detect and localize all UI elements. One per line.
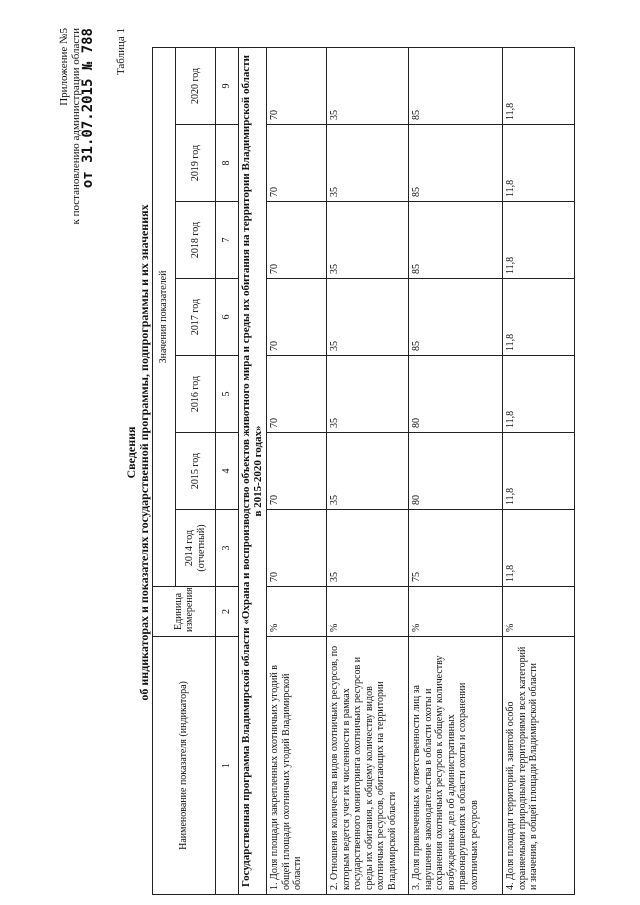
indicator-value: 35 — [327, 125, 409, 202]
header-year: 2014 год (отчетный) — [176, 510, 216, 587]
table-label: Таблица 1 — [115, 28, 127, 76]
column-number: 6 — [216, 279, 239, 356]
column-number: 8 — [216, 125, 239, 202]
indicator-value: 80 — [409, 356, 503, 433]
indicator-value: 70 — [267, 202, 327, 279]
indicator-value: 11,8 — [503, 279, 575, 356]
indicator-name: 2. Отношения количества видов охотничьих ресурсов, по которым ведется учет их численности в рамках государственного мониторинга охотничьих ресурсов и среды их обитания, к общему количеству видов охотничьих ресурсов, обитающих на территории Владимирской области — [327, 637, 409, 895]
indicator-value: 70 — [267, 125, 327, 202]
table-row — [267, 47, 327, 894]
document-title — [125, 60, 151, 845]
indicator-value: 75 — [409, 510, 503, 587]
appendix-date-number: от 31.07.2015 № 788 — [80, 28, 96, 189]
header-year: 2020 год — [176, 47, 216, 124]
indicator-unit: % — [327, 587, 409, 637]
indicators-table — [152, 47, 575, 895]
indicator-unit: % — [267, 587, 327, 637]
header-name: Наименование показателя (индикатора) — [153, 637, 216, 895]
header-year: 2017 год — [176, 279, 216, 356]
indicator-value: 35 — [327, 279, 409, 356]
title-line-2: об индикаторах и показателях государственной программы, подпрограммы и их значениях — [137, 204, 151, 701]
indicator-value: 85 — [409, 279, 503, 356]
title-line-1: Сведения — [124, 426, 138, 479]
indicator-value: 11,8 — [503, 356, 575, 433]
indicator-value: 85 — [409, 47, 503, 124]
column-number: 2 — [216, 587, 239, 637]
indicator-value: 11,8 — [503, 202, 575, 279]
column-number: 3 — [216, 510, 239, 587]
indicator-value: 11,8 — [503, 47, 575, 124]
indicator-value: 35 — [327, 433, 409, 510]
indicator-value: 35 — [327, 356, 409, 433]
indicator-value: 35 — [327, 47, 409, 124]
section-title: Государственная программа Владимирской области «Охрана и воспроизводство объектов животного мира и среды их обитания на территории Владимирской области в 2015-2020 годах» — [239, 47, 267, 894]
indicator-value: 11,8 — [503, 433, 575, 510]
header-year: 2016 год — [176, 356, 216, 433]
indicator-value: 11,8 — [503, 510, 575, 587]
indicator-value: 11,8 — [503, 125, 575, 202]
indicator-value: 70 — [267, 356, 327, 433]
indicator-value: 70 — [267, 279, 327, 356]
indicator-name: 4. Доля площади территорий, занятой особо охраняемыми природными территориями всех категорий и значения, в общей площади Владимирской области — [503, 637, 575, 895]
column-number: 5 — [216, 356, 239, 433]
column-number: 7 — [216, 202, 239, 279]
appendix-label: Приложение №5 — [58, 28, 70, 106]
table-row — [503, 47, 575, 894]
indicator-value: 85 — [409, 125, 503, 202]
indicator-unit: % — [409, 587, 503, 637]
header-year: 2015 год — [176, 433, 216, 510]
indicator-value: 70 — [267, 510, 327, 587]
column-number: 4 — [216, 433, 239, 510]
indicator-unit: % — [503, 587, 575, 637]
appendix-decree: к постановлению администрации области — [70, 28, 82, 225]
indicator-value: 80 — [409, 433, 503, 510]
appendix-block — [58, 28, 94, 225]
header-values-group: Значения показателей — [153, 47, 176, 586]
column-number: 1 — [216, 637, 239, 895]
indicator-value: 35 — [327, 510, 409, 587]
header-year: 2018 год — [176, 202, 216, 279]
indicator-value: 35 — [327, 202, 409, 279]
header-year: 2019 год — [176, 125, 216, 202]
table-row — [327, 47, 409, 894]
indicator-value: 85 — [409, 202, 503, 279]
indicator-name: 1. Доля площади закрепленных охотничьих угодий в общей площади охотничьих угодий Владимирской области — [267, 637, 327, 895]
table-row — [409, 47, 503, 894]
indicator-value: 70 — [267, 47, 327, 124]
indicator-name: 3. Доля привлеченных к ответственности лиц за нарушение законодательства в области охоты и сохранения охотничьих ресурсов к общему количеству возбужденных дел об административных правонарушениях в области охоты и сохранении охотничьих ресурсов — [409, 637, 503, 895]
column-number: 9 — [216, 47, 239, 124]
header-unit: Единица измерения — [153, 587, 216, 637]
indicator-value: 70 — [267, 433, 327, 510]
